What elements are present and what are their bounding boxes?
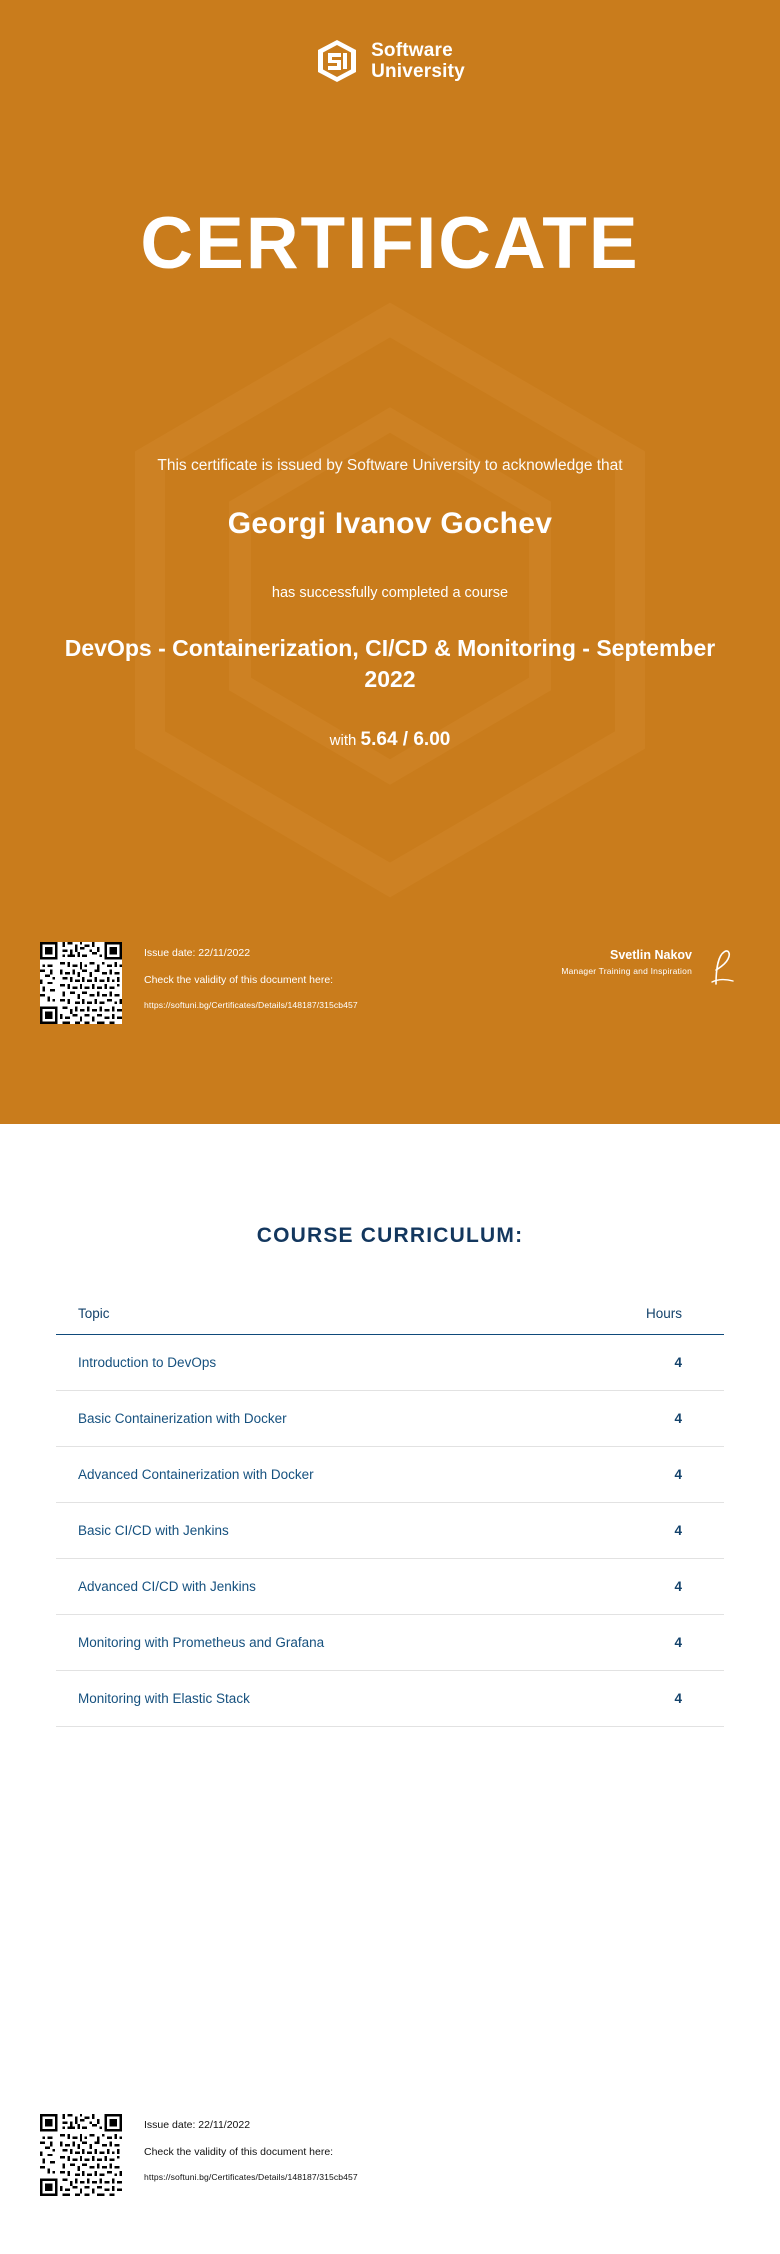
- brand-line-1: Software: [371, 39, 453, 61]
- topic-hours: 4: [604, 1615, 724, 1671]
- topic-name: Basic CI/CD with Jenkins: [56, 1503, 604, 1559]
- qr-code-icon[interactable]: [40, 2114, 122, 2196]
- column-header-topic: Topic: [56, 1306, 604, 1335]
- topic-name: Introduction to DevOps: [56, 1335, 604, 1391]
- issue-date: Issue date: 22/11/2022: [144, 2119, 251, 2131]
- issue-date: Issue date: 22/11/2022: [144, 947, 251, 959]
- table-header-row: [56, 1306, 724, 1335]
- topic-name: Monitoring with Prometheus and Grafana: [56, 1615, 604, 1671]
- certificate-meta: [144, 942, 358, 1012]
- brand-name: [371, 40, 465, 83]
- course-title: DevOps - Containerization, CI/CD & Monitoring - September 2022: [64, 635, 716, 693]
- certificate-footer: [0, 942, 780, 1024]
- topic-hours: 4: [604, 1503, 724, 1559]
- certificate-hero: [0, 0, 780, 1124]
- validity-label: Check the validity of this document here:: [144, 974, 334, 987]
- topic-name: Advanced CI/CD with Jenkins: [56, 1559, 604, 1615]
- completion-text: has successfully completed a course: [271, 585, 509, 601]
- table-row: [56, 1615, 724, 1671]
- page-footer: [0, 2114, 780, 2196]
- table-row: [56, 1335, 724, 1391]
- signature-icon: [706, 948, 740, 988]
- softuni-logo-icon: [315, 38, 359, 84]
- table-row: [56, 1671, 724, 1727]
- curriculum-table: [56, 1306, 724, 1727]
- topic-hours: 4: [604, 1447, 724, 1503]
- brand-logo: [0, 0, 780, 84]
- validity-url[interactable]: https://softuni.bg/Certificates/Details/148187/315cb457: [144, 1000, 358, 1011]
- signer-role: Manager Training and Inspiration: [561, 966, 692, 976]
- issued-by-text: This certificate is issued by Software University to acknowledge that: [157, 457, 623, 474]
- topic-hours: 4: [604, 1671, 724, 1727]
- topic-name: Basic Containerization with Docker: [56, 1391, 604, 1447]
- certificate-holder-name: Georgi Ivanov Gochev: [227, 507, 553, 540]
- grade-prefix: with: [329, 732, 357, 750]
- grade-line: [0, 729, 780, 751]
- topic-name: Advanced Containerization with Docker: [56, 1447, 604, 1503]
- grade-value: 5.64 / 6.00: [360, 729, 451, 751]
- page-title: CERTIFICATE: [140, 203, 640, 284]
- brand-line-2: University: [371, 61, 465, 82]
- curriculum-section: [0, 1124, 780, 1727]
- table-row: [56, 1447, 724, 1503]
- signer-name: Svetlin Nakov: [610, 948, 692, 962]
- column-header-hours: Hours: [604, 1306, 724, 1335]
- page-footer-meta: [144, 2114, 358, 2184]
- topic-hours: 4: [604, 1335, 724, 1391]
- signature-block: [561, 942, 740, 988]
- topic-hours: 4: [604, 1559, 724, 1615]
- curriculum-heading: COURSE CURRICULUM:: [256, 1224, 524, 1247]
- topic-name: Monitoring with Elastic Stack: [56, 1671, 604, 1727]
- validity-label: Check the validity of this document here:: [144, 2146, 334, 2159]
- topic-hours: 4: [604, 1391, 724, 1447]
- table-row: [56, 1503, 724, 1559]
- validity-url[interactable]: https://softuni.bg/Certificates/Details/148187/315cb457: [144, 2172, 358, 2183]
- certificate-body: [0, 457, 780, 751]
- table-row: [56, 1559, 724, 1615]
- table-row: [56, 1391, 724, 1447]
- qr-code-icon[interactable]: [40, 942, 122, 1024]
